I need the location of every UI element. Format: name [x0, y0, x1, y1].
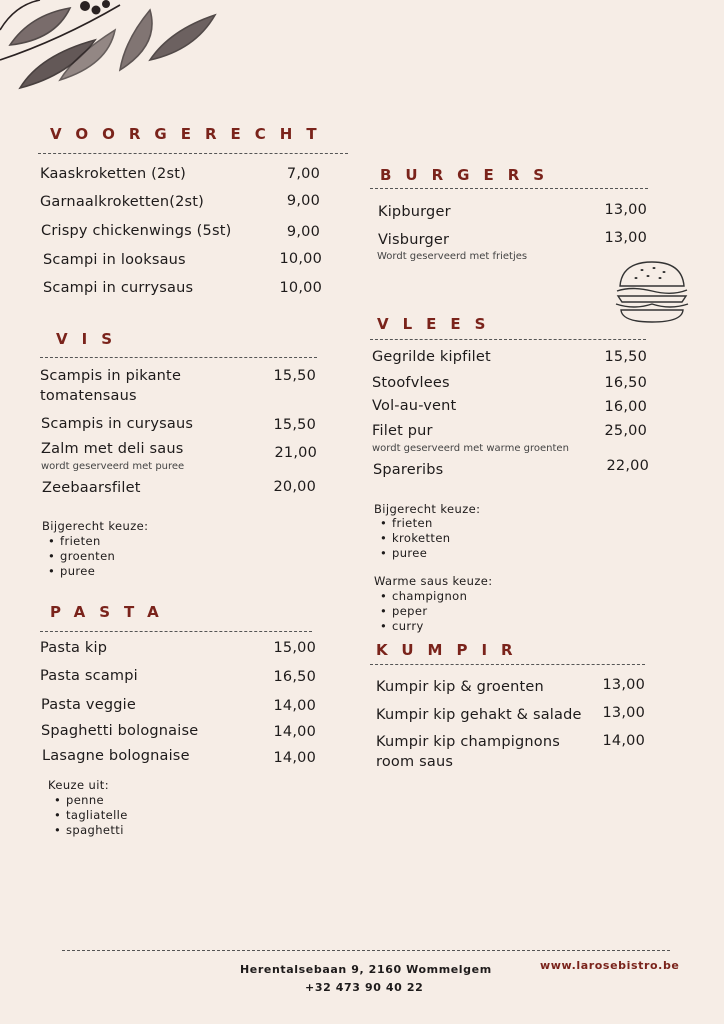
sauce-heading: Warme saus keuze: [374, 574, 493, 588]
menu-item-note: wordt geserveerd met puree [41, 461, 185, 472]
list-item: • puree [374, 546, 450, 561]
menu-item-name: Zalm met deli saus [41, 441, 184, 457]
leaf-branch-illustration [0, 0, 230, 100]
list-item: • groenten [42, 549, 115, 564]
menu-item-name: Lasagne bolognaise [42, 748, 190, 764]
menu-item-name: Scampis in pikante tomatensaus [40, 368, 182, 404]
menu-item-name: Visburger [378, 232, 450, 248]
menu-item-name: Pasta kip [40, 640, 108, 656]
menu-item-price: 14,00 [602, 733, 645, 749]
menu-item-name: Kumpir kip champignons room saus [376, 734, 560, 770]
sauce-list [374, 589, 467, 634]
list-item: • frieten [374, 516, 450, 531]
divider [40, 631, 312, 632]
menu-item-price: 16,50 [604, 375, 647, 391]
menu-item-price: 14,00 [273, 724, 316, 740]
menu-item-name: Spareribs [373, 462, 444, 478]
divider [370, 664, 645, 665]
sides-list [42, 534, 115, 579]
sides-heading: Bijgerecht keuze: [374, 502, 481, 516]
menu-item-name: Kumpir kip & groenten [376, 679, 544, 695]
divider [38, 153, 348, 154]
menu-item-price: 20,00 [273, 479, 316, 495]
choice-heading: Keuze uit: [48, 778, 109, 792]
section-title-burgers: BURGERS [380, 166, 559, 184]
menu-item-name: Kaaskroketten (2st) [40, 166, 186, 182]
menu-item-name: Pasta scampi [40, 668, 138, 684]
section-title-vlees: VLEES [377, 315, 500, 333]
menu-item-price: 10,00 [279, 280, 322, 296]
menu-item-name: Gegrilde kipfilet [372, 349, 491, 365]
menu-item-price: 13,00 [602, 705, 645, 721]
menu-item-name: Pasta veggie [41, 697, 136, 713]
menu-item-name: Stoofvlees [372, 375, 450, 391]
menu-item-price: 15,00 [273, 640, 316, 656]
list-item: • kroketten [374, 531, 450, 546]
list-item: • peper [374, 604, 467, 619]
menu-item-name: Scampis in curysaus [41, 416, 194, 432]
menu-item-name: Garnaalkroketten(2st) [40, 194, 204, 210]
menu-item-name: Crispy chickenwings (5st) [41, 223, 232, 239]
menu-item-name: Zeebaarsfilet [42, 480, 141, 496]
list-item: • frieten [42, 534, 115, 549]
menu-item-price: 15,50 [604, 349, 647, 365]
menu-item-name: Spaghetti bolognaise [41, 723, 199, 739]
menu-item-price: 9,00 [286, 193, 320, 209]
footer-phone: +32 473 90 40 22 [305, 981, 424, 994]
menu-item-name: Filet pur [372, 423, 433, 439]
menu-item-name: Scampi in currysaus [43, 280, 194, 296]
sides-heading: Bijgerecht keuze: [42, 519, 149, 533]
menu-item-price: 22,00 [606, 458, 649, 474]
menu-item-price: 14,00 [273, 750, 316, 766]
list-item: • curry [374, 619, 467, 634]
list-item: • tagliatelle [48, 808, 128, 823]
menu-item-price: 16,50 [273, 669, 316, 685]
choice-list [48, 793, 128, 838]
menu-item-price: 21,00 [274, 445, 317, 461]
menu-item-price: 14,00 [273, 698, 316, 714]
menu-item-note: wordt geserveerd met warme groenten [372, 443, 569, 454]
list-item: • champignon [374, 589, 467, 604]
list-item: • puree [42, 564, 115, 579]
menu-item-name: Scampi in looksaus [43, 252, 186, 268]
divider [370, 188, 648, 189]
menu-item-price: 15,50 [273, 417, 316, 433]
menu-item-price: 13,00 [602, 677, 645, 693]
menu-item-price: 15,50 [273, 368, 316, 384]
burger-icon [612, 258, 692, 328]
footer-divider [62, 950, 670, 951]
footer-address: Herentalsebaan 9, 2160 Wommelgem [240, 963, 492, 976]
menu-item-price: 9,00 [286, 224, 320, 240]
menu-item-name: Vol-au-vent [372, 398, 457, 414]
section-title-voorgerecht: VOORGERECHT [50, 125, 331, 143]
menu-item-price: 25,00 [604, 423, 647, 439]
list-item: • penne [48, 793, 128, 808]
section-title-vis: VIS [56, 330, 126, 348]
menu-item-price: 13,00 [604, 202, 647, 218]
divider [370, 339, 646, 340]
section-title-kumpir: KUMPIR [376, 641, 527, 659]
list-item: • spaghetti [48, 823, 128, 838]
menu-item-price: 10,00 [279, 251, 322, 267]
menu-item-price: 13,00 [604, 230, 647, 246]
divider [40, 357, 317, 358]
sides-list [374, 516, 450, 561]
menu-item-name: Kipburger [378, 204, 451, 220]
menu-item-name: Kumpir kip gehakt & salade [376, 707, 582, 723]
section-title-pasta: PASTA [50, 603, 173, 621]
menu-item-price: 16,00 [604, 399, 647, 415]
menu-item-note: Wordt geserveerd met frietjes [377, 251, 528, 262]
menu-item-price: 7,00 [286, 166, 320, 182]
footer-website-link[interactable]: www.larosebistro.be [540, 959, 680, 972]
